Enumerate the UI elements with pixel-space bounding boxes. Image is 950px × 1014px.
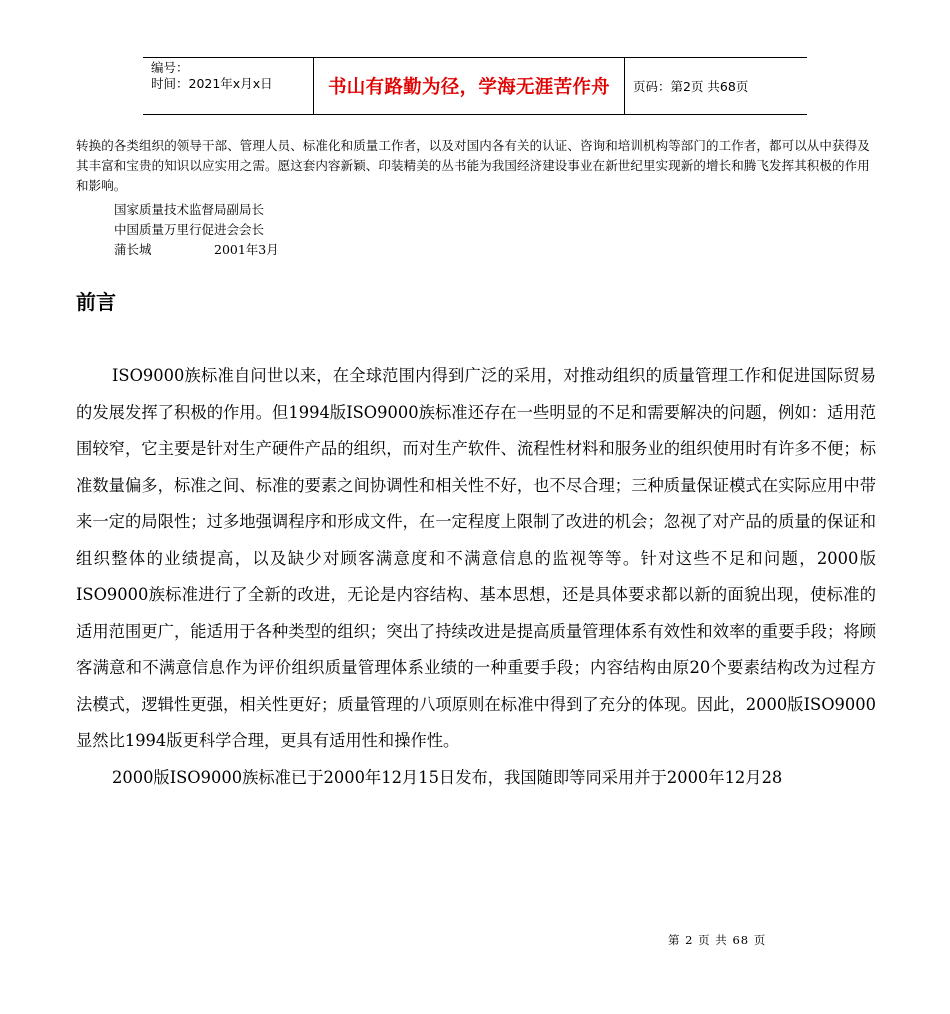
document-number-label: 编号：: [151, 60, 189, 75]
document-time-label: 时间：2021年x月x日: [151, 76, 273, 91]
section-title: 前言: [76, 290, 116, 314]
intro-paragraph: 转换的各类组织的领导干部、管理人员、标准化和质量工作者，以及对国内各有关的认证、咨询和培训机构等部门的工作者，都可以从中获得及其丰富和宝贵的知识以应实用之需。愿这套内容新颖、印装精美的丛书能为我国经济建设事业在新世纪里实现新的增长和腾飞发挥其积极的作用和影响。: [76, 138, 870, 193]
body-paragraph: ISO9000族标准自问世以来，在全球范围内得到广泛的采用，对推动组织的质量管理工作和促进国际贸易的发展发挥了积极的作用。但1994版ISO9000族标准还存在一些明显的不足和需要解决的问题，例如：适用范围较窄，它主要是针对生产硬件产品的组织，而对生产软件、流程性材料和服务业的组织使用时有许多不便；标准数量偏多，标准之间、标准的要素之间协调性和相关性不好，也不尽合理；三种质量保证模式在实际应用中带来一定的局限性；过多地强调程序和形成文件，在一定程度上限制了改进的机会；忽视了对产品的质量的保证和组织整体的业绩提高，以及缺少对顾客满意度和不满意信息的监视等等。针对这些不足和问题，2000版ISO9000族标准进行了全新的改进，无论是内容结构、基本思想，还是具体要求都以新的面貌出现，使标准的适用范围更广，能适用于各种类型的组织；突出了持续改进是提高质量管理体系有效性和效率的重要手段；将顾客满意和不满意信息作为评价组织质量管理体系业绩的一种重要手段；内容结构由原20个要素结构改为过程方法模式，逻辑性更强，相关性更好；质量管理的八项原则在标准中得到了充分的体现。因此，2000版ISO9000显然比1994版更科学合理，更具有适用性和操作性。: [76, 366, 876, 750]
signature-title-1: 国家质量技术监督局副局长: [114, 202, 265, 217]
signature-title-2: 中国质量万里行促进会会长: [114, 222, 265, 237]
signature-name: 蒲长城: [114, 242, 152, 257]
signature-date: 2001年3月: [214, 242, 279, 257]
header-meta: [143, 58, 313, 114]
body-paragraph: 2000版ISO9000族标准已于2000年12月15日发布，我国随即等同采用并于2000年12月28: [112, 767, 783, 787]
header-page-number: 页码：第2页 共68页: [633, 79, 749, 94]
body-text: [76, 358, 876, 796]
page-footer: 第 2 页 共 68 页: [668, 933, 767, 947]
page-header: [143, 57, 807, 115]
header-motto: 书山有路勤为径，学海无涯苦作舟: [313, 58, 625, 114]
